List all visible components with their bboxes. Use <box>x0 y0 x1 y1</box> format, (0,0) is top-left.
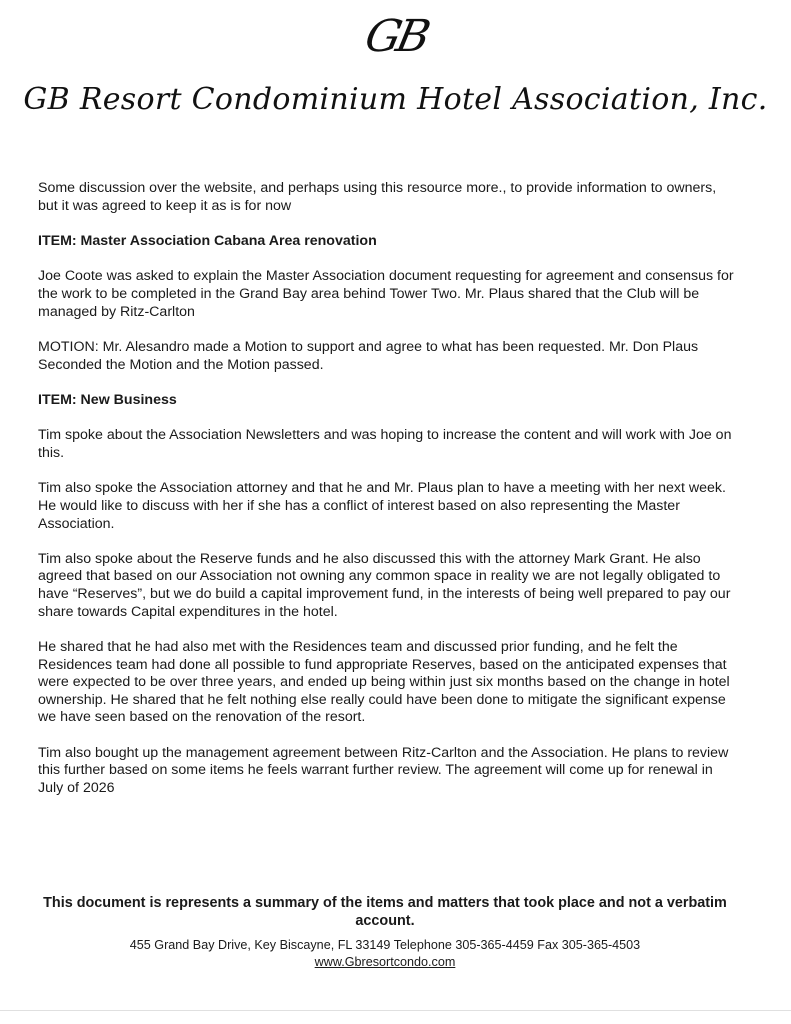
item-heading-new-business: ITEM: New Business <box>38 391 177 408</box>
paragraph-motion: MOTION: Mr. Alesandro made a Motion to support and agree to what has been requested. Mr. Don Plaus Seconded the Motion and the Motion passed. <box>38 338 699 373</box>
paragraph-cabana-explanation: Joe Coote was asked to explain the Master Association document requesting for agreement and consensus for the work to be completed in the Grand Bay area behind Tower Two. Mr. Plaus shared that the Club will be managed by Ritz-Carlton <box>38 268 734 320</box>
paragraph-website-discussion: Some discussion over the website, and perhaps using this resource more., to provide information to owners, but it was agreed to keep it as is for now <box>38 180 717 214</box>
disclaimer: This document is represents a summary of the items and matters that took place and not a verbatim account. <box>43 895 727 929</box>
organization-title: GB Resort Condominium Hotel Association, Inc. <box>23 82 768 117</box>
monogram-text: GB <box>360 11 431 62</box>
paragraph-residences-team: He shared that he had also met with the Residences team and discussed prior funding, and he felt the Residences team had done all possible to fund appropriate Reserves, based on the anticipated expenses that were expected to be over three years, and ended up being within just six months based on the change in hotel ownership. He shared that he felt nothing else really could have been done to mitigate the significant expense we have seen based on the renovation of the resort. <box>38 639 730 726</box>
logo-monogram <box>0 12 791 62</box>
item-heading-cabana: ITEM: Master Association Cabana Area renovation <box>38 232 377 249</box>
contact-address: 455 Grand Bay Drive, Key Biscayne, FL 33149 Telephone 305-365-4459 Fax 305-365-4503 <box>129 938 641 952</box>
document-body <box>38 180 738 815</box>
paragraph-attorney: Tim also spoke the Association attorney and that he and Mr. Plaus plan to have a meeting with her next week. He would like to discuss with her if she has a conflict of interest based on also representing the Master Association. <box>38 480 726 532</box>
website-link[interactable]: www.Gbresortcondo.com <box>314 955 456 969</box>
page-edge-divider <box>0 1010 791 1011</box>
paragraph-reserve-funds: Tim also spoke about the Reserve funds and he also discussed this with the attorney Mark Grant. He also agreed that based on our Association not owning any common space in reality we are not legally obligated to have “Reserves”, but we do build a capital improvement fund, in the interests of being well prepared to pay our share towards Capital expenditures in the hotel. <box>38 550 731 620</box>
document-footer <box>30 894 740 971</box>
paragraph-management-agreement: Tim also bought up the management agreement between Ritz-Carlton and the Association. He plans to review this further based on some items he feels warrant further review. The agreement will come up for renewal in July of 2026 <box>38 744 729 797</box>
paragraph-newsletters: Tim spoke about the Association Newsletters and was hoping to increase the content and will work with Joe on this. <box>38 427 732 461</box>
